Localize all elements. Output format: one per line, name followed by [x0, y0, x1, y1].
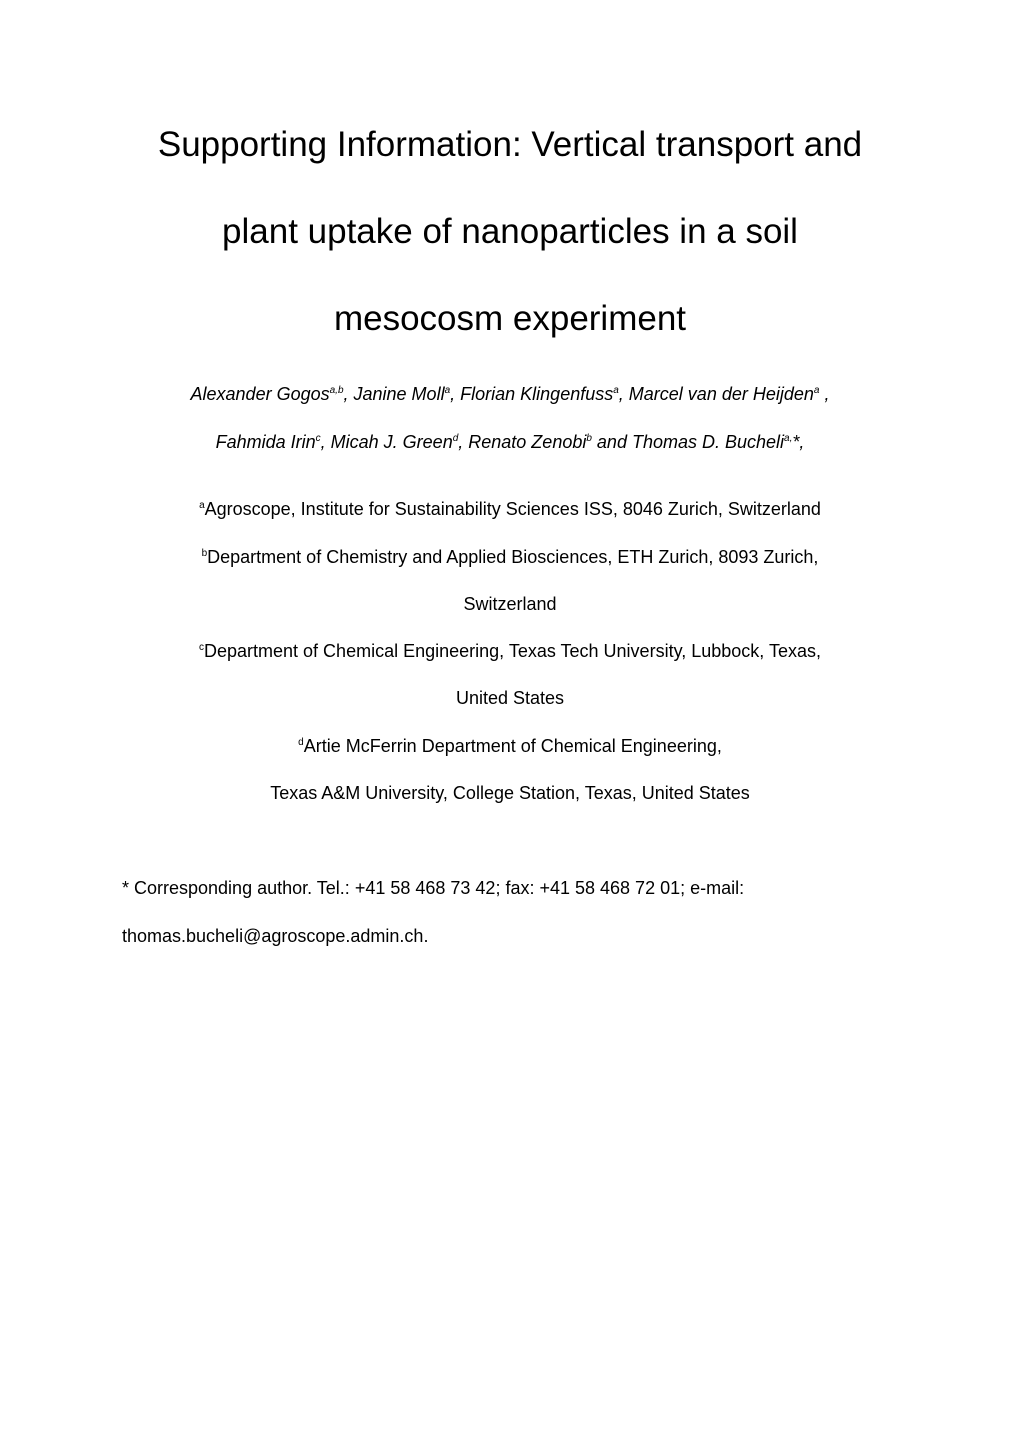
affiliation-sup: b	[201, 548, 208, 559]
author-name: , Marcel van der Heijden	[618, 384, 814, 404]
corresponding-author-line: * Corresponding author. Tel.: +41 58 468 73 42; fax: +41 58 468 72 01; e-mail:	[122, 878, 745, 898]
affiliation-sup: d	[298, 737, 304, 748]
author-name: , Florian Klingenfuss	[450, 384, 614, 404]
author-name: Fahmida Irin	[215, 432, 316, 452]
affiliation-sup: c	[199, 642, 204, 653]
author-affil-sup: a,	[784, 433, 793, 444]
corresponding-email: thomas.bucheli@agroscope.admin.ch.	[122, 926, 429, 946]
affiliation-b	[0, 545, 1020, 569]
title-line-2: plant uptake of nanoparticles in a soil	[222, 212, 798, 251]
author-line-2	[0, 430, 1020, 454]
affiliation-text: Department of Chemistry and Applied Biosciences, ETH Zurich, 8093 Zurich,	[207, 547, 819, 567]
affiliation-a	[0, 497, 1020, 521]
author-name: Alexander Gogos	[190, 384, 330, 404]
affiliation-sup: a	[199, 500, 205, 511]
affiliation-d	[0, 734, 1020, 758]
author-name: , Micah J. Green	[320, 432, 453, 452]
author-name: , Janine Moll	[343, 384, 445, 404]
author-affil-sup: b	[586, 433, 592, 444]
affiliation-c	[0, 639, 1020, 663]
affiliation-c-continued: United States	[455, 688, 565, 708]
title-line-3: mesocosm experiment	[333, 299, 687, 338]
author-line-1	[0, 382, 1020, 406]
affiliation-text: Agroscope, Institute for Sustainability Sciences ISS, 8046 Zurich, Switzerland	[204, 499, 821, 519]
affiliation-text: Department of Chemical Engineering, Texas Tech University, Lubbock, Texas,	[204, 641, 821, 661]
author-affil-sup: a	[613, 385, 619, 396]
author-separator: ,	[819, 384, 830, 404]
author-affil-sup: c	[315, 433, 321, 444]
author-name: and Thomas D. Bucheli	[591, 432, 785, 452]
author-affil-sup: a	[444, 385, 451, 396]
author-affil-sup: a	[813, 385, 820, 396]
author-name: , Renato Zenobi	[458, 432, 587, 452]
title-line-1: Supporting Information: Vertical transport and	[157, 125, 863, 164]
affiliation-text: Artie McFerrin Department of Chemical Engineering,	[303, 736, 722, 756]
affiliation-b-continued: Switzerland	[463, 594, 557, 614]
author-affil-sup: a,b	[329, 385, 344, 396]
corresponding-asterisk: *,	[792, 432, 805, 452]
author-affil-sup: d	[452, 433, 459, 444]
affiliation-d-continued: Texas A&M University, College Station, Texas, United States	[270, 783, 750, 803]
